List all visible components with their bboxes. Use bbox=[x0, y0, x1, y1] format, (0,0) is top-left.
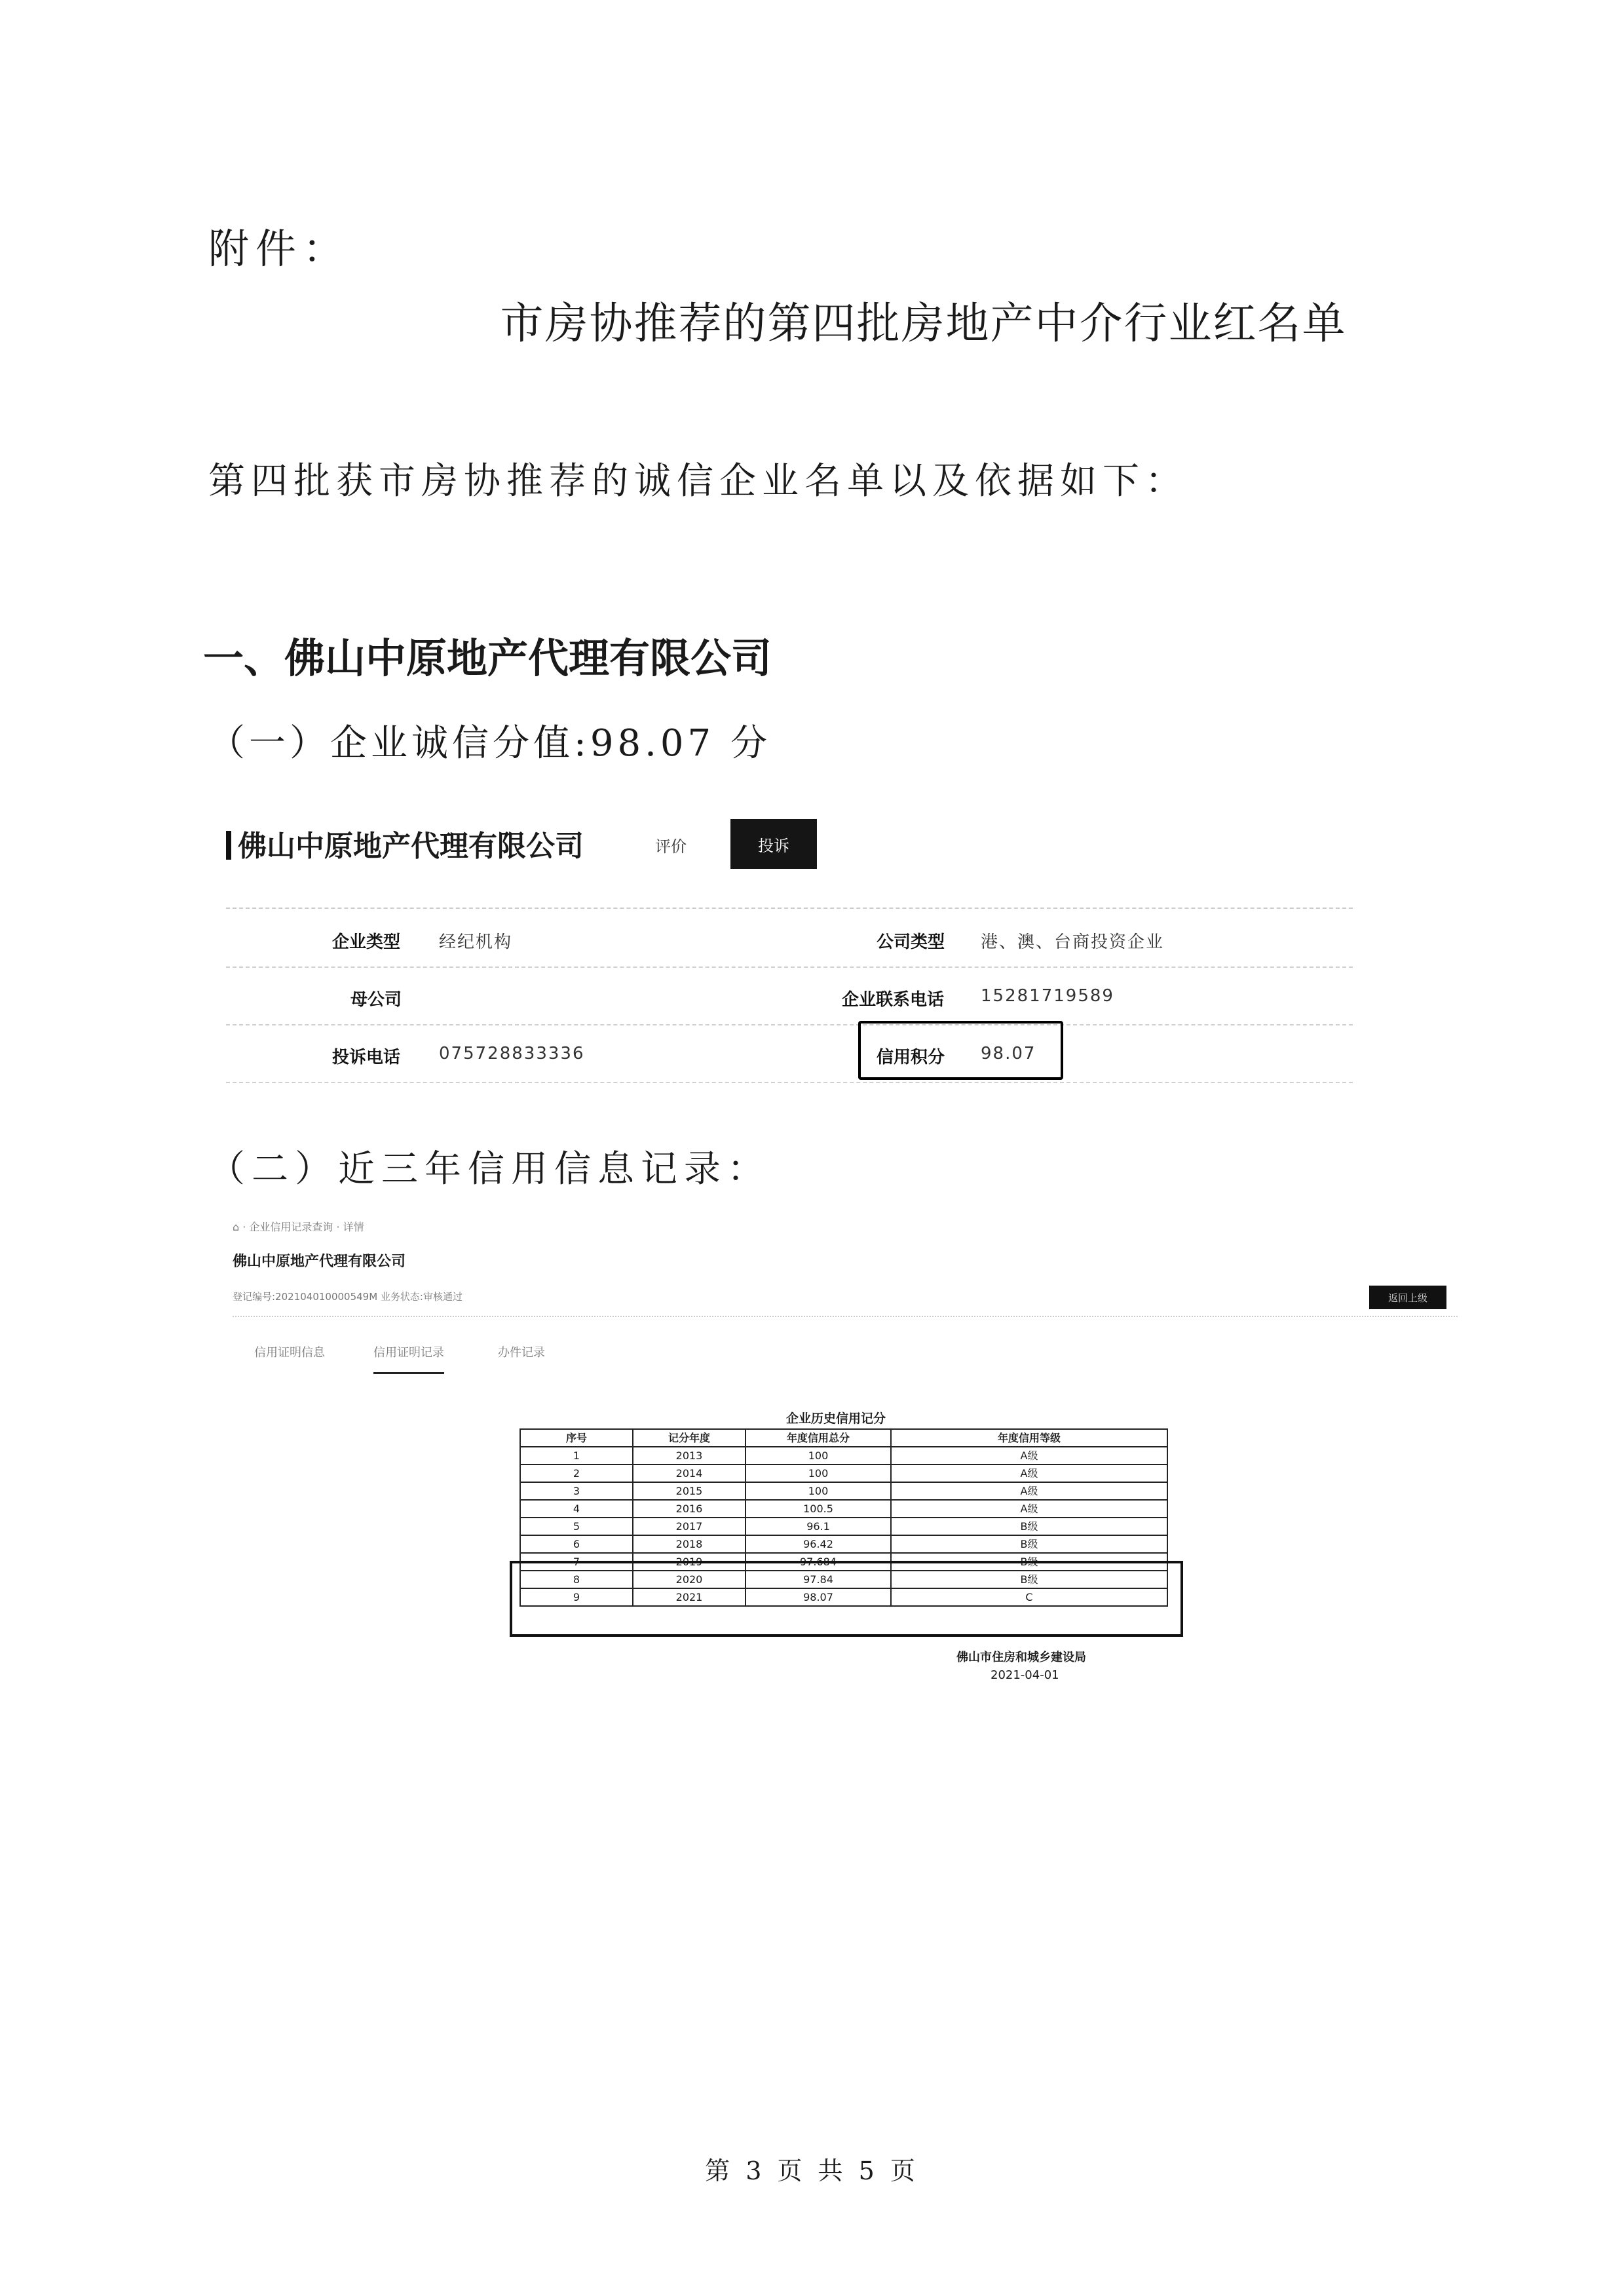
rate-link[interactable]: 评价 bbox=[655, 837, 687, 856]
info-value: 98.07 bbox=[981, 1044, 1036, 1063]
table-row bbox=[520, 1500, 1167, 1518]
detail-meta: 登记编号:202104010000549M 业务状态:审核通过 bbox=[233, 1291, 463, 1303]
table-header-row bbox=[520, 1429, 1167, 1447]
credit-records-line: （二）近三年信用信息记录： bbox=[208, 1148, 770, 1191]
complain-button[interactable]: 投诉 bbox=[730, 819, 817, 869]
issuer-signature: 佛山市住房和城乡建设局 bbox=[956, 1651, 1086, 1664]
table-cell: C bbox=[891, 1588, 1167, 1606]
table-row bbox=[520, 1518, 1167, 1535]
table-cell: B级 bbox=[891, 1553, 1167, 1571]
company-info-table bbox=[226, 908, 1353, 1087]
table-cell: 2021 bbox=[633, 1588, 746, 1606]
issue-date: 2021-04-01 bbox=[991, 1668, 1059, 1682]
info-value: 075728833336 bbox=[439, 1044, 585, 1063]
info-key: 企业类型 bbox=[332, 932, 401, 952]
recent-years-highlight bbox=[510, 1561, 1183, 1637]
table-cell: 2018 bbox=[633, 1535, 746, 1553]
tab-processing-record[interactable]: 办件记录 bbox=[498, 1346, 545, 1360]
table-cell: B级 bbox=[891, 1535, 1167, 1553]
info-row bbox=[226, 909, 1353, 968]
column-header: 年度信用等级 bbox=[891, 1429, 1167, 1447]
table-cell: 3 bbox=[520, 1482, 633, 1500]
table-cell: 100.5 bbox=[746, 1500, 891, 1518]
attachment-label: 附件： bbox=[208, 225, 350, 273]
detail-company-title: 佛山中原地产代理有限公司 bbox=[233, 1253, 406, 1270]
table-cell: 97.684 bbox=[746, 1553, 891, 1571]
table-cell: 2019 bbox=[633, 1553, 746, 1571]
table-cell: A级 bbox=[891, 1447, 1167, 1464]
table-cell: A级 bbox=[891, 1464, 1167, 1482]
table-cell: 2017 bbox=[633, 1518, 746, 1535]
table-cell: 96.1 bbox=[746, 1518, 891, 1535]
table-cell: 96.42 bbox=[746, 1535, 891, 1553]
table-cell: 2014 bbox=[633, 1464, 746, 1482]
info-value: 经纪机构 bbox=[439, 932, 513, 952]
column-header: 年度信用总分 bbox=[746, 1429, 891, 1447]
table-row bbox=[520, 1482, 1167, 1500]
column-header: 序号 bbox=[520, 1429, 633, 1447]
back-button[interactable]: 返回上级 bbox=[1369, 1286, 1446, 1309]
tab-credit-proof-record[interactable]: 信用证明记录 bbox=[373, 1343, 444, 1374]
column-header: 记分年度 bbox=[633, 1429, 746, 1447]
table-cell: A级 bbox=[891, 1482, 1167, 1500]
info-value: 15281719589 bbox=[981, 986, 1114, 1006]
info-row bbox=[226, 966, 1353, 1025]
table-cell: 97.84 bbox=[746, 1571, 891, 1588]
table-cell: 2015 bbox=[633, 1482, 746, 1500]
table-cell: B级 bbox=[891, 1518, 1167, 1535]
info-row bbox=[226, 1024, 1353, 1083]
table-cell: 98.07 bbox=[746, 1588, 891, 1606]
info-key: 公司类型 bbox=[877, 932, 945, 952]
faint-divider bbox=[233, 1316, 1458, 1324]
table-row bbox=[520, 1464, 1167, 1482]
table-cell: 100 bbox=[746, 1447, 891, 1464]
tab-credit-proof-info[interactable]: 信用证明信息 bbox=[254, 1346, 325, 1360]
table-cell: 2 bbox=[520, 1464, 633, 1482]
table-cell: B级 bbox=[891, 1571, 1167, 1588]
table-cell: 1 bbox=[520, 1447, 633, 1464]
info-key: 信用积分 bbox=[877, 1048, 945, 1067]
table-cell: 2020 bbox=[633, 1571, 746, 1588]
credit-score-line: （一）企业诚信分值:98.07 分 bbox=[208, 722, 771, 765]
table-cell: 6 bbox=[520, 1535, 633, 1553]
document-title: 市房协推荐的第四批房地产中介行业红名单 bbox=[500, 298, 1347, 349]
info-key: 母公司 bbox=[350, 990, 402, 1010]
section-heading-company: 一、佛山中原地产代理有限公司 bbox=[203, 634, 772, 682]
table-cell: 5 bbox=[520, 1518, 633, 1535]
breadcrumb[interactable]: ⌂ · 企业信用记录查询 · 详情 bbox=[233, 1221, 364, 1233]
table-cell: 8 bbox=[520, 1571, 633, 1588]
credit-score-highlight bbox=[858, 1021, 1063, 1080]
intro-paragraph: 第四批获市房协推荐的诚信企业名单以及依据如下： bbox=[208, 460, 1188, 503]
info-value: 港、澳、台商投资企业 bbox=[981, 932, 1165, 952]
info-key: 企业联系电话 bbox=[842, 990, 945, 1010]
info-key: 投诉电话 bbox=[332, 1048, 401, 1067]
table-cell: 4 bbox=[520, 1500, 633, 1518]
table-cell: 100 bbox=[746, 1464, 891, 1482]
table-cell: 9 bbox=[520, 1588, 633, 1606]
card-company-title: 佛山中原地产代理有限公司 bbox=[226, 822, 584, 864]
table-row bbox=[520, 1447, 1167, 1464]
table-cell: A级 bbox=[891, 1500, 1167, 1518]
table-cell: 2013 bbox=[633, 1447, 746, 1464]
history-table-title: 企业历史信用记分 bbox=[786, 1411, 886, 1426]
page-footer: 第 3 页 共 5 页 bbox=[705, 2156, 919, 2185]
table-cell: 7 bbox=[520, 1553, 633, 1571]
table-cell: 2016 bbox=[633, 1500, 746, 1518]
table-row bbox=[520, 1535, 1167, 1553]
table-cell: 100 bbox=[746, 1482, 891, 1500]
